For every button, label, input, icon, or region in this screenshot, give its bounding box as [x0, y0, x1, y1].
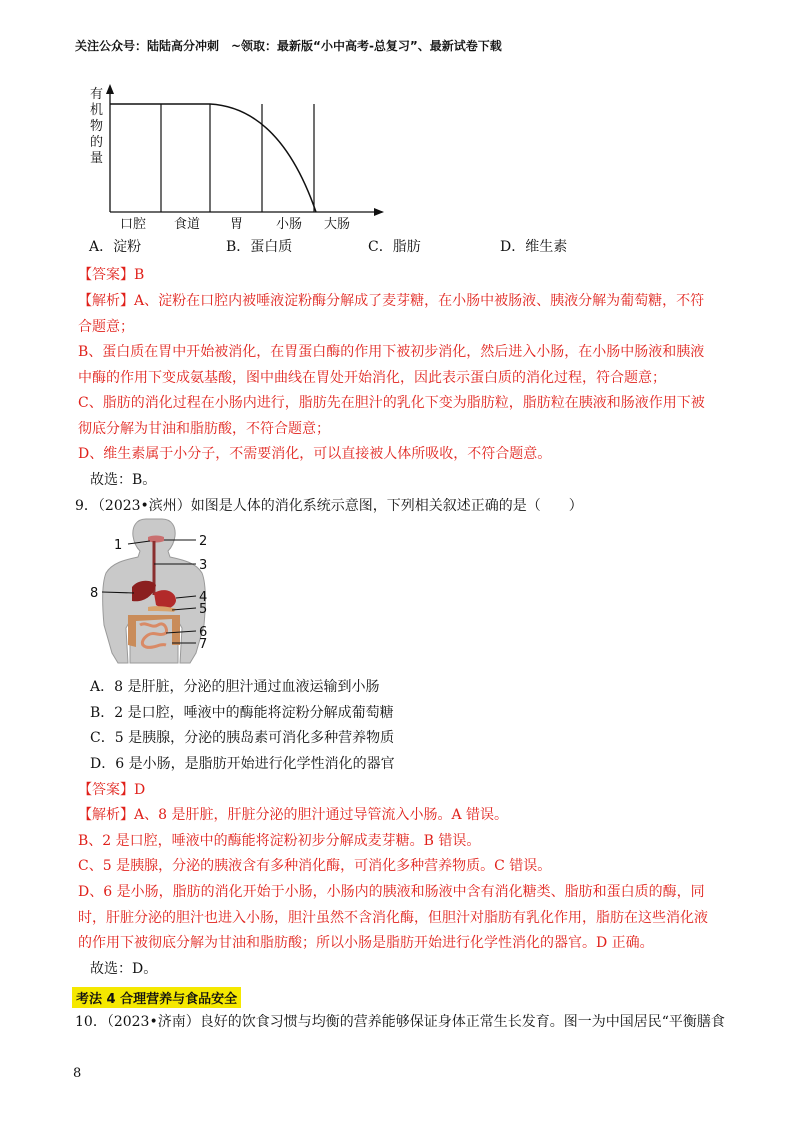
q9-option-c: C．5 是胰腺，分泌的胰岛素可消化多种营养物质 [90, 730, 395, 746]
q9-option-a: A．8 是肝脏，分泌的胆汁通过血液运输到小肠 [90, 679, 380, 695]
mouth-shape [148, 536, 164, 543]
q9-option-d: D．6 是小肠，是脂肪开始进行化学性消化的器官 [90, 756, 395, 772]
figure-label: 5 [199, 602, 208, 617]
digestive-system-figure [88, 513, 218, 671]
option-b: B．蛋白质 [226, 239, 293, 255]
page-header: 关注公众号：陆陆高分冲刺 ~领取：最新版“小中高考-总复习”、最新试卷下载 [75, 39, 502, 53]
q9-analysis-line: C、5 是胰腺，分泌的胰液含有多种消化酶，可消化多种营养物质。C 错误。 [78, 858, 552, 874]
q8-conclusion: 故选：B。 [90, 472, 157, 488]
ylabel-char: 机 [90, 103, 104, 118]
graph-ylabel [90, 87, 103, 166]
xlabel: 口腔 [120, 217, 147, 232]
q9-analysis-line: 的作用下被彻底分解为甘油和脂肪酸；所以小肠是脂肪开始进行化学性消化的器官。D 正确。 [78, 935, 654, 951]
q9-analysis-line: B、2 是口腔，唾液中的酶能将淀粉初步分解成麦芽糖。B 错误。 [78, 833, 481, 849]
digestion-curve [110, 104, 316, 212]
option-d: D．维生素 [500, 239, 568, 255]
q9-analysis-line: D、6 是小肠，脂肪的消化开始于小肠，小肠内的胰液和肠液中含有消化糖类、脂肪和蛋白质的酶，同 [78, 884, 705, 900]
xlabel: 大肠 [324, 217, 351, 232]
q8-analysis-line: 【解析】A、淀粉在口腔内被唾液淀粉酶分解成了麦芽糖，在小肠中被肠液、胰液分解为葡萄糖，不符 [78, 293, 705, 309]
ylabel-char: 有 [90, 87, 104, 102]
figure-label: 4 [199, 590, 208, 605]
option-c: C．脂肪 [368, 239, 421, 255]
q8-answer: 【答案】B [78, 267, 145, 283]
q9-conclusion: 故选：D。 [90, 961, 158, 977]
q8-analysis-line: 彻底分解为甘油和脂肪酸，不符合题意； [78, 421, 330, 437]
ylabel-char: 量 [90, 151, 104, 166]
q8-analysis-line: 合题意； [78, 319, 134, 335]
xlabel: 小肠 [276, 217, 303, 232]
q9-analysis-line: 时，肝脏分泌的胆汁也进入小肠，胆汁虽然不含消化酶，但胆汁对脂肪有乳化作用，脂肪在这些消化液 [78, 910, 708, 926]
option-a: A．淀粉 [89, 239, 142, 255]
q8-analysis-line: 中酶的作用下变成氨基酸，图中曲线在胃处开始消化，因此表示蛋白质的消化过程，符合题意； [78, 370, 666, 386]
figure-label: 3 [199, 558, 208, 573]
figure-label: 1 [114, 538, 123, 553]
digestion-graph [80, 78, 400, 238]
q9-analysis-line: 【解析】A、8 是肝脏，肝脏分泌的胆汁通过导管流入小肠。A 错误。 [78, 807, 509, 823]
figure-label: 6 [199, 625, 208, 640]
figure-label: 8 [90, 586, 99, 601]
ylabel-char: 物 [90, 119, 104, 134]
q9-stem: 9．（2023•滨州）如图是人体的消化系统示意图，下列相关叙述正确的是（ ） [75, 498, 583, 514]
xlabel: 食道 [174, 217, 201, 232]
graph-xlabels [120, 216, 350, 232]
y-axis-arrow [106, 84, 114, 94]
figure-label: 7 [199, 637, 208, 652]
q8-analysis-line: B、蛋白质在胃中开始被消化，在胃蛋白酶的作用下被初步消化，然后进入小肠，在小肠中肠液和胰液 [78, 344, 705, 360]
topic-heading: 考法 4 合理营养与食品安全 [72, 987, 241, 1008]
x-axis-arrow [374, 208, 384, 216]
ylabel-char: 的 [90, 135, 104, 150]
q9-answer: 【答案】D [78, 782, 146, 798]
q8-analysis-line: D、维生素属于小分子，不需要消化，可以直接被人体所吸收，不符合题意。 [78, 446, 552, 462]
xlabel: 胃 [230, 217, 244, 232]
q9-option-b: B．2 是口腔，唾液中的酶能将淀粉分解成葡萄糖 [90, 705, 394, 721]
q8-analysis-line: C、脂肪的消化过程在小肠内进行，脂肪先在胆汁的乳化下变为脂肪粒，脂肪粒在胰液和肠液作用下被 [78, 395, 705, 411]
page-number: 8 [73, 1066, 82, 1081]
figure-label: 2 [199, 534, 208, 549]
q10-stem: 10．（2023•济南）良好的饮食习惯与均衡的营养能够保证身体正常生长发育。图一为中国居民“平衡膳食 [75, 1014, 725, 1030]
